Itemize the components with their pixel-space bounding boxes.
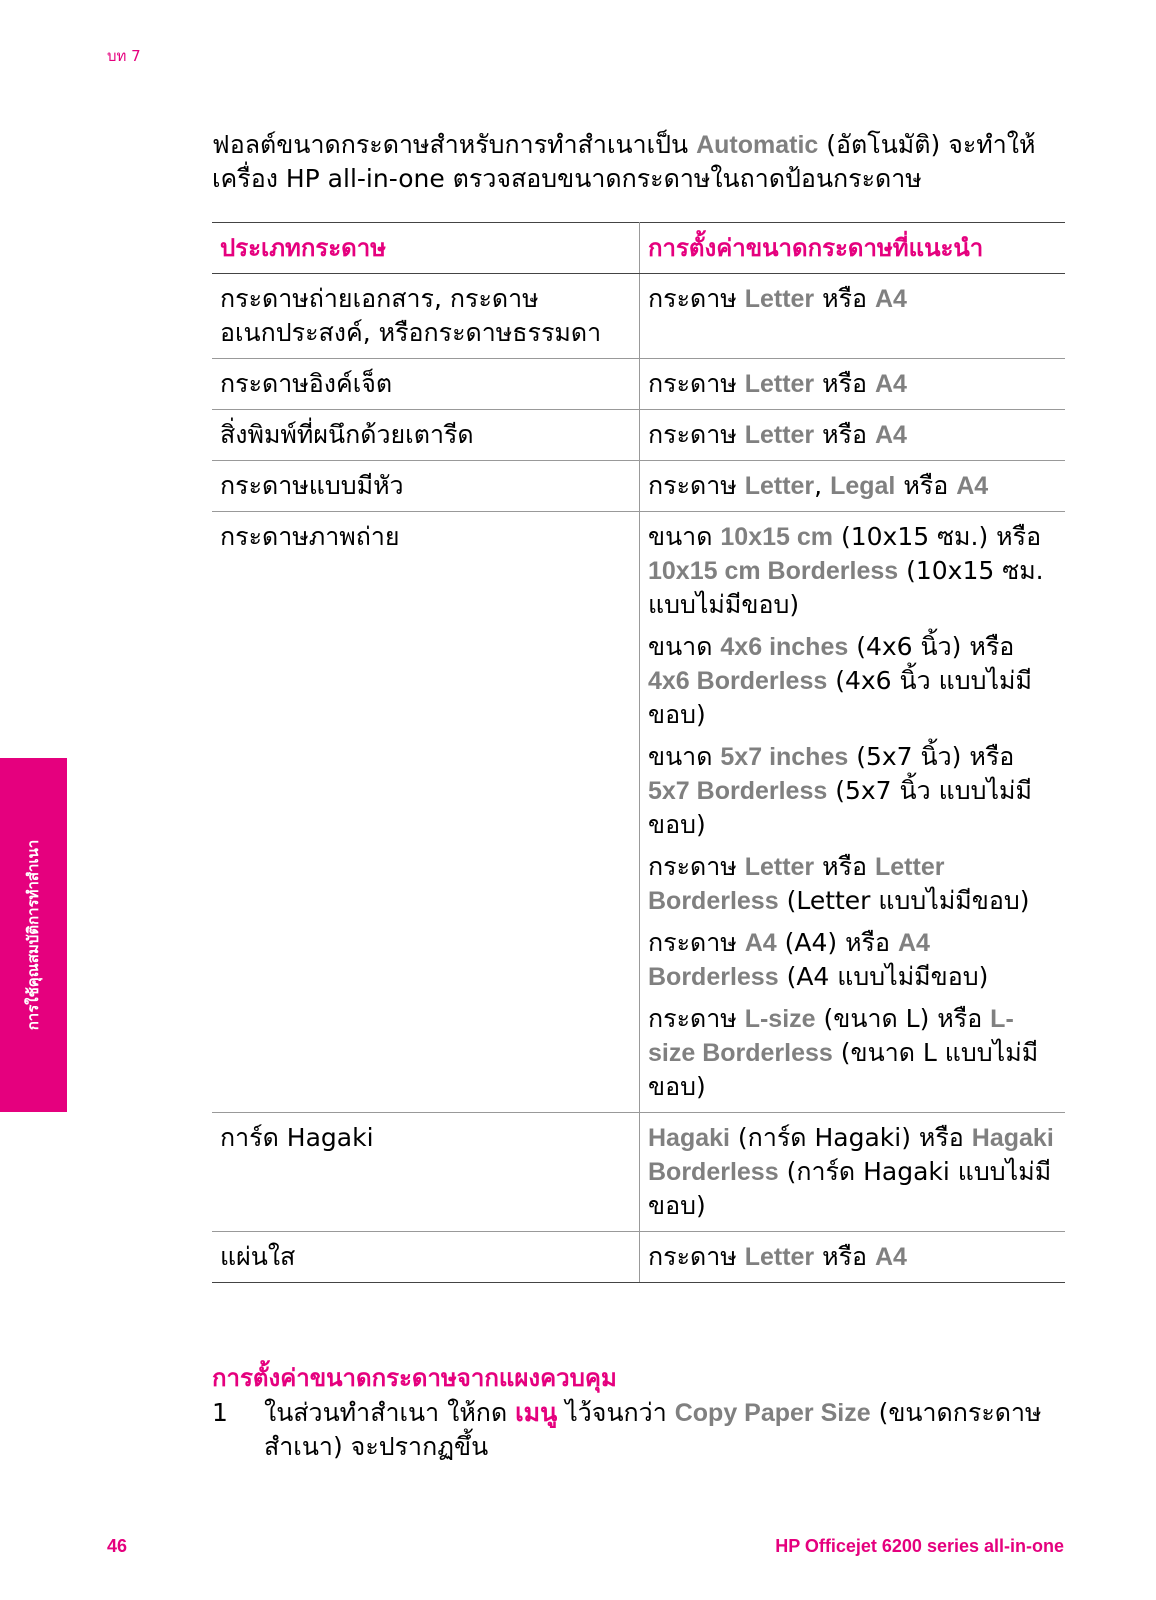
table-row	[212, 410, 1065, 461]
product-name: HP Officejet 6200 series all-in-one	[775, 1536, 1064, 1556]
size-setting-cell	[640, 1113, 1066, 1232]
intro-text-1: ฟอลต์ขนาดกระดาษสำหรับการทำสำเนาเป็น	[212, 130, 697, 159]
step-text-1: ในส่วนทำสำเนา ให้กด	[264, 1398, 516, 1427]
photo-size-option	[648, 520, 1057, 622]
size-sep: ,	[814, 471, 831, 500]
size-option-b: 10x15 cm Borderless	[648, 557, 899, 585]
paper-type-cell: การ์ด Hagaki	[212, 1113, 640, 1232]
size-post: (ขนาด L แบบไม่มีขอบ)	[648, 1038, 1039, 1101]
size-pre: กระดาษ	[648, 284, 745, 313]
menu-button-label: เมนู	[515, 1398, 558, 1427]
table-header-row	[212, 223, 1065, 274]
size-option-b: Hagaki Borderless	[648, 1124, 1054, 1186]
step-text-2: ไว้จนกว่า	[557, 1398, 675, 1427]
size-pre: ขนาด	[648, 742, 721, 771]
size-option-a: Letter	[744, 285, 815, 313]
size-pre: กระดาษ	[648, 852, 745, 881]
intro-text-2: (อัตโนมัติ) จะทำให้เครื่อง HP all-in-one ตรวจสอบขนาดกระดาษในถาดป้อนกระดาษ	[212, 130, 1036, 193]
paper-type-cell: กระดาษภาพถ่าย	[212, 512, 640, 1113]
photo-size-option	[648, 850, 1057, 918]
photo-size-option	[648, 630, 1057, 732]
size-post: (5x7 นิ้ว แบบไม่มีขอบ)	[648, 776, 1032, 839]
copy-paper-size-setting: Copy Paper Size	[674, 1399, 871, 1427]
step-text-3: (ขนาดกระดาษสำเนา) จะปรากฏขึ้น	[264, 1398, 1042, 1461]
size-option-a: Letter	[744, 421, 815, 449]
size-option-a: 5x7 inches	[720, 743, 849, 771]
size-option-a: L-size	[744, 1005, 816, 1033]
size-mid: (5x7 นิ้ว) หรือ	[848, 742, 1015, 771]
size-pre: กระดาษ	[648, 1004, 745, 1033]
size-post: (A4 แบบไม่มีขอบ)	[778, 962, 989, 991]
size-option-b: 4x6 Borderless	[648, 667, 828, 695]
size-mid: (4x6 นิ้ว) หรือ	[848, 632, 1015, 661]
step-1	[212, 1396, 1062, 1464]
size-option-b: A4	[875, 285, 907, 313]
table-row	[212, 1113, 1065, 1232]
table-row	[212, 274, 1065, 359]
size-option-b: L-size Borderless	[648, 1005, 1014, 1067]
size-option-a: Letter	[744, 1243, 815, 1271]
chapter-label: บท 7	[107, 47, 141, 65]
size-pre: ขนาด	[648, 522, 721, 551]
size-mid: (ขนาด L) หรือ	[815, 1004, 991, 1033]
size-post: (10x15 ซม. แบบไม่มีขอบ)	[648, 556, 1044, 619]
size-option-a: 4x6 inches	[720, 633, 849, 661]
size-pre: กระดาษ	[648, 369, 745, 398]
size-option-b: 5x7 Borderless	[648, 777, 828, 805]
size-setting-cell	[640, 359, 1066, 410]
size-mid: หรือ	[814, 420, 875, 449]
size-pre: กระดาษ	[648, 471, 745, 500]
size-post: (การ์ด Hagaki แบบไม่มีขอบ)	[648, 1157, 1052, 1220]
intro-paragraph	[212, 128, 1062, 196]
photo-size-option	[648, 740, 1057, 842]
paper-type-cell: กระดาษแบบมีหัว	[212, 461, 640, 512]
photo-size-option	[648, 926, 1057, 994]
page-number: 46	[107, 1536, 128, 1556]
size-pre: กระดาษ	[648, 928, 745, 957]
size-setting-cell	[640, 1232, 1066, 1283]
paper-type-cell: กระดาษอิงค์เจ็ต	[212, 359, 640, 410]
size-post: (Letter แบบไม่มีขอบ)	[778, 886, 1030, 915]
table-row	[212, 359, 1065, 410]
size-option-a: Letter	[744, 472, 815, 500]
size-mid: หรือ	[814, 369, 875, 398]
table-row	[212, 461, 1065, 512]
size-option-a2: Legal	[830, 472, 896, 500]
size-setting-cell	[640, 512, 1066, 1113]
size-option-a: 10x15 cm	[720, 523, 834, 551]
photo-size-option	[648, 1002, 1057, 1104]
size-option-a: A4	[744, 929, 777, 957]
size-pre: ขนาด	[648, 632, 721, 661]
paper-type-cell: กระดาษถ่ายเอกสาร, กระดาษอเนกประสงค์, หรือกระดาษธรรมดา	[212, 274, 640, 359]
size-option-b: A4 Borderless	[648, 929, 930, 991]
size-pre: กระดาษ	[648, 1242, 745, 1271]
step-number: 1	[212, 1398, 228, 1427]
size-option-b: A4	[875, 421, 907, 449]
size-option-a: Hagaki	[648, 1124, 730, 1152]
size-mid: หรือ	[895, 471, 957, 500]
paper-type-cell: สิ่งพิมพ์ที่ผนึกด้วยเตารีด	[212, 410, 640, 461]
table-row	[212, 1232, 1065, 1283]
size-mid: หรือ	[814, 284, 875, 313]
size-option-b: A4	[875, 370, 907, 398]
paper-size-table	[212, 222, 1065, 1283]
size-mid: (10x15 ซม.) หรือ	[833, 522, 1042, 551]
size-option-b: A4	[956, 472, 989, 500]
size-setting-cell	[640, 274, 1066, 359]
size-mid: (A4) หรือ	[776, 928, 898, 957]
size-post: (4x6 นิ้ว แบบไม่มีขอบ)	[648, 666, 1032, 729]
size-pre: กระดาษ	[648, 420, 745, 449]
section-heading: การตั้งค่าขนาดกระดาษจากแผงควบคุม	[212, 1364, 617, 1392]
side-tab-label: การใช้คุณสมบัติการทำสำเนา	[24, 839, 42, 1031]
size-mid: หรือ	[814, 852, 875, 881]
header-recommended-size: การตั้งค่าขนาดกระดาษที่แนะนำ	[640, 223, 1066, 274]
size-option-a: Letter	[744, 853, 815, 881]
size-setting-cell	[640, 461, 1066, 512]
size-option-b: A4	[875, 1243, 907, 1271]
side-chapter-tab	[0, 758, 67, 1112]
size-mid: (การ์ด Hagaki) หรือ	[729, 1123, 972, 1152]
table-row	[212, 512, 1065, 1113]
size-setting-cell	[640, 410, 1066, 461]
size-option-b: Letter Borderless	[648, 853, 945, 915]
size-option-a: Letter	[744, 370, 815, 398]
paper-type-cell: แผ่นใส	[212, 1232, 640, 1283]
automatic-setting: Automatic	[696, 131, 819, 159]
header-paper-type: ประเภทกระดาษ	[212, 223, 640, 274]
size-mid: หรือ	[814, 1242, 875, 1271]
step-text	[264, 1396, 1062, 1464]
